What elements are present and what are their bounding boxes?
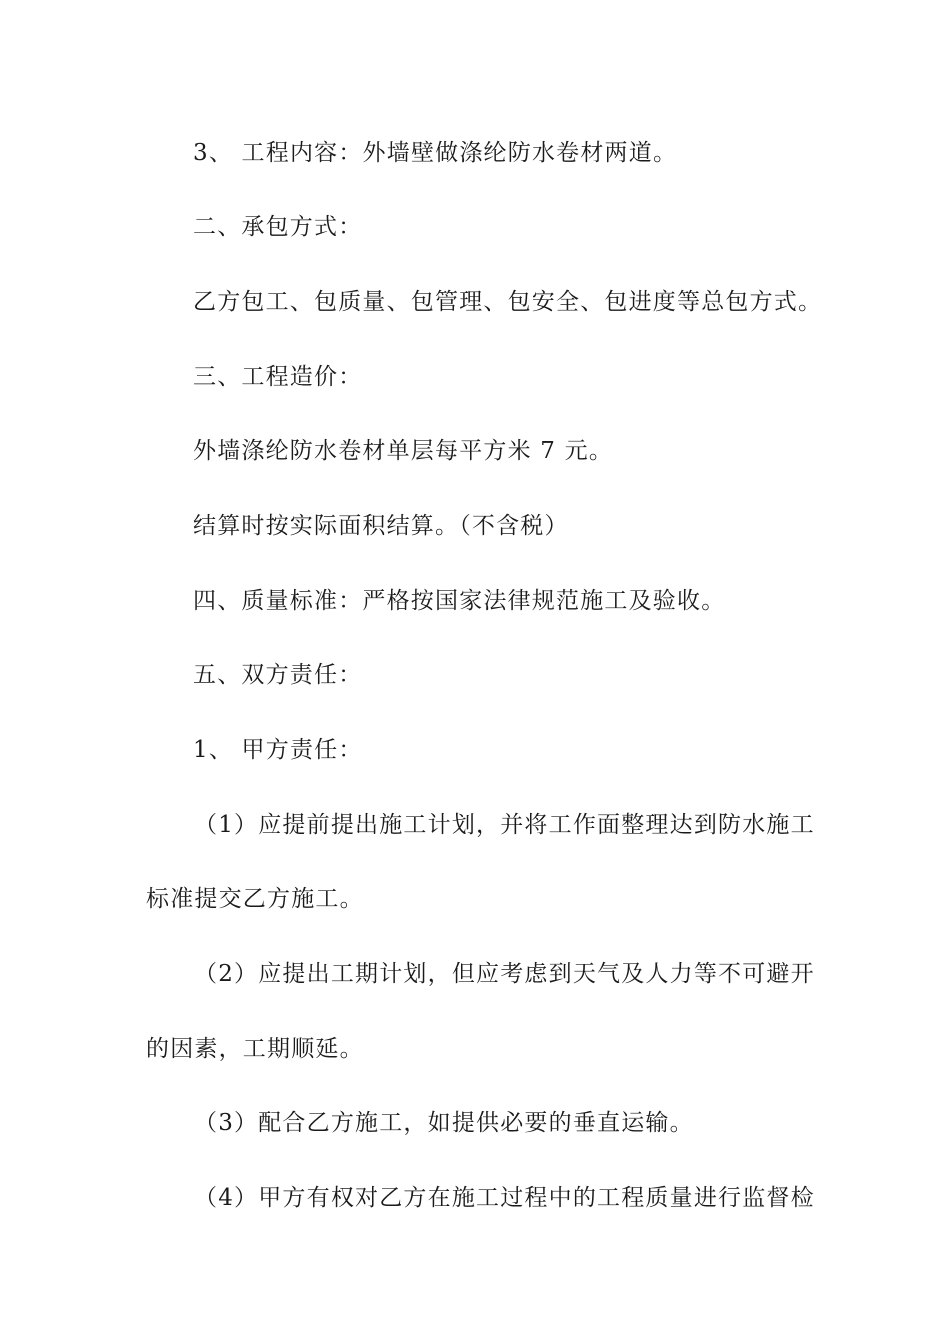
text-line-6: 结算时按实际面积结算。（不含税）	[193, 513, 569, 539]
text-line-5: 外墙涤纶防水卷材单层每平方米 7 元。	[193, 438, 614, 464]
text-line-11: 标准提交乙方施工。	[146, 886, 364, 912]
text-line-2: 二、承包方式：	[193, 214, 363, 240]
text-line-15: （4）甲方有权对乙方在施工过程中的工程质量进行监督检	[194, 1185, 815, 1211]
text-line-14: （3）配合乙方施工，如提供必要的垂直运输。	[194, 1110, 694, 1136]
text-line-8: 五、双方责任：	[193, 662, 363, 688]
text-line-1: 3、 工程内容：外墙壁做涤纶防水卷材两道。	[193, 140, 678, 166]
text-line-13: 的因素，工期顺延。	[146, 1036, 364, 1062]
text-line-9: 1、 甲方责任：	[193, 737, 363, 763]
text-line-4: 三、工程造价：	[193, 364, 363, 390]
text-line-7: 四、质量标准：严格按国家法律规范施工及验收。	[193, 588, 726, 614]
text-line-3: 乙方包工、包质量、包管理、包安全、包进度等总包方式。	[193, 289, 823, 315]
text-line-12: （2）应提出工期计划，但应考虑到天气及人力等不可避开	[194, 961, 815, 987]
text-line-10: （1）应提前提出施工计划，并将工作面整理达到防水施工	[194, 812, 815, 838]
